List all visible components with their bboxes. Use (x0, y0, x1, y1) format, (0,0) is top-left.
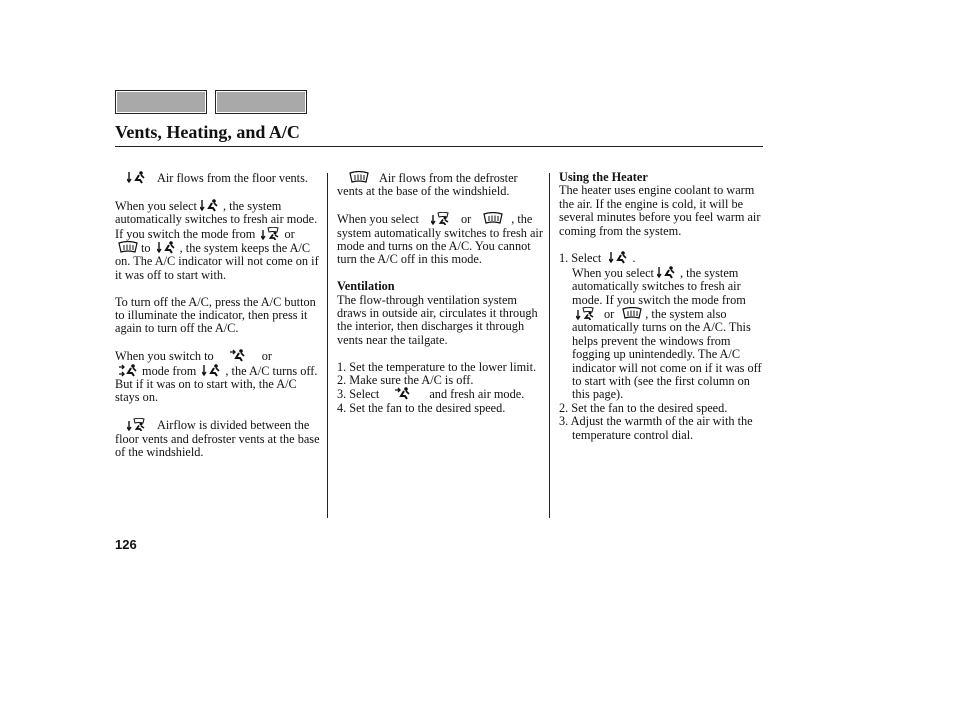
list-item: 1. Set the temperature to the lower limit. (337, 359, 537, 374)
column-3 (559, 171, 763, 442)
defrost-mode-icon (622, 307, 642, 320)
floor-mode-icon (202, 364, 222, 377)
floor-defrost-mode-icon (127, 418, 147, 431)
column-divider-2 (549, 173, 550, 518)
floor-defrost-paragraph: Airflow is divided between the floor vents and defroster vents at the base of the windshield. (115, 418, 320, 460)
heater-intro: The heater uses engine coolant to warm the air. If the engine is cold, it will be several minutes before you feel warm air coming from the system. (559, 183, 761, 238)
defrost-mode-icon (483, 212, 503, 225)
list-item: 4. Set the fan to the desired speed. (337, 400, 506, 415)
list-item: 2. Set the fan to the desired speed. (559, 400, 728, 415)
floor-defrost-mode-icon (431, 212, 451, 225)
floor-mode-icon (127, 171, 147, 184)
heater-steps (559, 251, 763, 442)
ventilation-text: The flow-through ventilation system draws in outside air, circulates it through the interior, then discharges it through vents near the tailgate. (337, 292, 538, 347)
floor-mode-details: When you select , the system automatically switches to fresh air mode. If you switch the mode from or to , the system keeps the A/C on. The A/C indicator will not come on if it was off to start with. (115, 198, 319, 282)
floor-defrost-mode-icon (576, 307, 596, 320)
floor-mode-icon (657, 266, 677, 279)
page-number: 126 (115, 537, 137, 552)
list-item: 3. Adjust the warmth of the air with the temperature control dial. (559, 414, 753, 442)
list-item: 2. Make sure the A/C is off. (337, 373, 474, 388)
floor-mode-icon (200, 199, 220, 212)
bilevel-mode-icon (119, 364, 139, 377)
defrost-mode-icon (349, 171, 369, 184)
column-divider-1 (327, 173, 328, 518)
column-1 (115, 171, 320, 473)
switch-mode-paragraph: When you switch to or mode from , the A/C turns off. But if it was on to start with, the A/C stays on. (115, 349, 318, 405)
floor-mode-paragraph: Air flows from the floor vents. (115, 171, 320, 185)
floor-mode-icon (157, 241, 177, 254)
list-item: 1. Select . When you select , the system automatically switches to fresh air mode. If you switch the mode from or , the system also automatically turns on the A/C. This helps prevent the windows from fogging up unintendedly. The A/C indicator will not come on if it was off to start with (see the first column on this page). (559, 251, 762, 402)
column-2 (337, 171, 543, 415)
ac-off-paragraph: To turn off the A/C, press the A/C button to illuminate the indicator, then press it again to turn off the A/C. (115, 294, 316, 336)
dash-mode-icon (228, 349, 248, 362)
section-tab-2[interactable] (215, 90, 307, 114)
page-title: Vents, Heating, and A/C (115, 122, 300, 142)
dash-mode-icon (393, 387, 413, 400)
title-rule (115, 146, 763, 147)
floor-defrost-mode-icon (261, 227, 281, 240)
ventilation-heading: Ventilation (337, 279, 395, 294)
section-tab-1[interactable] (115, 90, 207, 114)
defrost-mode-paragraph: Air flows from the defroster vents at the base of the windshield. (337, 171, 518, 199)
ventilation-steps (337, 361, 543, 416)
list-item: 3. Select and fresh air mode. (337, 387, 525, 402)
floor-mode-icon (609, 251, 629, 264)
defrost-mode-icon (118, 241, 138, 254)
heater-heading: Using the Heater (559, 170, 648, 184)
defrost-mode-details: When you select or , the system automatically switches to fresh air mode and turns on the A/C. You cannot turn the A/C off in this mode. (337, 212, 543, 267)
